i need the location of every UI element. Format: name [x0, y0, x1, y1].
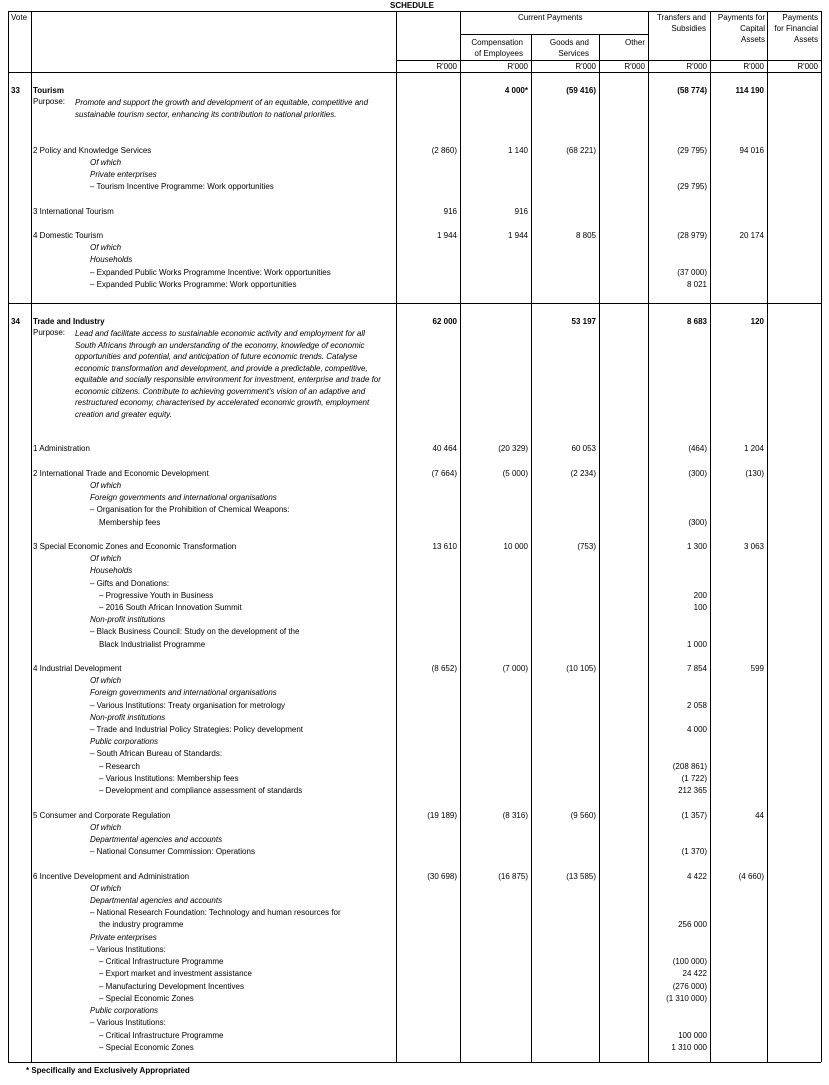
programme-label: 5 Consumer and Corporate Regulation	[33, 811, 171, 820]
purpose-text: Lead and facilitate access to sustainable economic activity and employment for all South Africans through an understanding of the economy, knowledge of economic opportunities and potential, and anticipation of future economic trends. Catalyse economic transformation and development, and provide a predictable, competitive, equitable and socially responsible environment for investment, enterprise and trade for economic citizens. Contribute to achieving government's vision of an adaptive and restructured economy, characterised by accelerated economic growth, employment creation and greater equity.	[75, 329, 381, 419]
header-vote: Vote	[11, 13, 28, 22]
header-compensation: of Employees	[474, 49, 523, 58]
cell-goods: 53 197	[571, 317, 596, 326]
cell-compensation: (5 000)	[502, 469, 528, 478]
cell-compensation: 10 000	[503, 542, 528, 551]
cell-transfers: (29 795)	[677, 182, 707, 191]
programme-label: 6 Incentive Development and Administration	[33, 872, 190, 881]
cell-total: (8 652)	[431, 664, 457, 673]
cell-transfers: (464)	[688, 444, 707, 453]
cell-capital: (4 660)	[738, 872, 764, 881]
line-item-label: Of which	[90, 481, 122, 490]
cell-transfers: 4 422	[686, 872, 707, 881]
line-item-label: – Various Institutions:	[90, 1018, 166, 1027]
line-item-label: Households	[90, 255, 133, 264]
cell-capital: 1 204	[743, 444, 764, 453]
cell-transfers: (1 370)	[681, 847, 707, 856]
cell-capital: 20 174	[739, 231, 764, 240]
line-item-label: – Expanded Public Works Programme: Work opportunities	[90, 280, 297, 289]
header-unit: R'000	[743, 62, 764, 71]
programme-label: 2 International Trade and Economic Development	[33, 469, 209, 478]
cell-compensation: 4 000*	[504, 86, 528, 95]
cell-transfers: (276 000)	[672, 982, 707, 991]
line-item-label: – National Consumer Commission: Operations	[90, 847, 255, 856]
header-transfers: Subsidies	[671, 24, 706, 33]
line-item-label: Non-profit institutions	[90, 615, 166, 624]
cell-transfers: 7 854	[686, 664, 707, 673]
header-blank	[397, 12, 460, 60]
header-capital-assets: Capital	[740, 24, 765, 33]
cell-total: (30 698)	[427, 872, 457, 881]
cell-capital: 120	[750, 317, 764, 326]
cell-goods: (2 234)	[570, 469, 596, 478]
header-unit: R'000	[436, 62, 457, 71]
table-rule-vertical	[599, 11, 600, 1062]
cell-transfers: 212 365	[678, 786, 707, 795]
cell-transfers: (300)	[688, 518, 707, 527]
header-unit: R'000	[624, 62, 645, 71]
cell-transfers: 24 422	[682, 969, 707, 978]
header-capital-assets: Payments for	[717, 13, 765, 22]
table-rule-vertical	[767, 11, 768, 1062]
line-item-label: – Progressive Youth in Business	[99, 591, 214, 600]
cell-transfers: 4 000	[686, 725, 707, 734]
cell-transfers: 1 000	[686, 640, 707, 649]
cell-capital: 114 190	[735, 86, 764, 95]
cell-goods: (10 105)	[566, 664, 596, 673]
line-item-label: – Research	[99, 762, 140, 771]
line-item-label: – Development and compliance assessment of standards	[99, 786, 303, 795]
line-item-label: – South African Bureau of Standards:	[90, 749, 223, 758]
line-item-label: Departmental agencies and accounts	[90, 835, 223, 844]
header-financial-assets: for Financial	[774, 24, 818, 33]
purpose-label: Purpose:	[33, 97, 66, 106]
vote-number: 34	[11, 317, 20, 326]
cell-compensation: 1 944	[507, 231, 528, 240]
line-item-label: Membership fees	[99, 518, 161, 527]
cell-transfers: (100 000)	[672, 957, 707, 966]
line-item-label: – Special Economic Zones	[99, 994, 194, 1003]
table-rule-vertical	[821, 11, 822, 1062]
cell-capital: 44	[755, 811, 764, 820]
table-rule-horizontal	[460, 34, 648, 35]
cell-total: (7 664)	[431, 469, 457, 478]
programme-label: 3 International Tourism	[33, 207, 114, 216]
cell-total: 1 944	[436, 231, 457, 240]
line-item-label: Non-profit institutions	[90, 713, 166, 722]
line-item-label: – Various Institutions:	[90, 945, 166, 954]
table-rule-horizontal	[396, 60, 821, 61]
table-rule-vertical	[396, 11, 397, 1062]
cell-capital: (130)	[745, 469, 764, 478]
line-item-label: – Critical Infrastructure Programme	[99, 1031, 224, 1040]
header-financial-assets: Payments	[782, 13, 818, 22]
cell-transfers: 100	[693, 603, 707, 612]
header-capital-assets: Assets	[740, 35, 765, 44]
cell-transfers: 200	[693, 591, 707, 600]
header-unit: R'000	[686, 62, 707, 71]
line-item-label: Public corporations	[90, 737, 159, 746]
purpose-label: Purpose:	[33, 328, 66, 337]
header-goods-services: Services	[558, 49, 589, 58]
cell-capital: 3 063	[743, 542, 764, 551]
line-item-label: – Various Institutions: Treaty organisation for metrology	[90, 701, 286, 710]
header-financial-assets: Assets	[793, 35, 818, 44]
line-item-label: Of which	[90, 823, 122, 832]
cell-total: (19 189)	[427, 811, 457, 820]
line-item-label: – Expanded Public Works Programme Incentive: Work opportunities	[90, 268, 331, 277]
table-rule-horizontal	[8, 1062, 821, 1063]
line-item-label: Of which	[90, 554, 122, 563]
cell-transfers: (1 722)	[681, 774, 707, 783]
header-unit: R'000	[507, 62, 528, 71]
header-unit: R'000	[575, 62, 596, 71]
header-current-payments: Current Payments	[518, 13, 583, 22]
header-unit: R'000	[797, 62, 818, 71]
header-goods-services: Goods and	[549, 38, 589, 47]
line-item-label: – Various Institutions: Membership fees	[99, 774, 239, 783]
programme-label: 4 Industrial Development	[33, 664, 122, 673]
table-rule-vertical	[460, 11, 461, 60]
line-item-label: – Trade and Industrial Policy Strategies: Policy development	[90, 725, 304, 734]
cell-transfers: (58 774)	[677, 86, 707, 95]
line-item-label: – National Research Foundation: Technology and human resources for	[90, 908, 341, 917]
schedule-title: SCHEDULE	[390, 1, 435, 10]
programme-label: 2 Policy and Knowledge Services	[33, 146, 152, 155]
header-transfers: Transfers and	[656, 13, 706, 22]
cell-goods: 8 805	[575, 231, 596, 240]
cell-total: 916	[443, 207, 457, 216]
line-item-label: – Organisation for the Prohibition of Chemical Weapons:	[90, 505, 290, 514]
cell-transfers: 8 021	[686, 280, 707, 289]
programme-label: Trade and Industry	[33, 317, 105, 326]
cell-goods: 60 053	[571, 444, 596, 453]
cell-transfers: 100 000	[678, 1031, 707, 1040]
line-item-label: Foreign governments and international organisations	[90, 493, 277, 502]
cell-total: 40 464	[432, 444, 457, 453]
line-item-label: Of which	[90, 676, 122, 685]
cell-capital: 94 016	[739, 146, 764, 155]
line-item-label: Of which	[90, 884, 122, 893]
table-rule-horizontal	[8, 72, 821, 73]
line-item-label: Private enterprises	[90, 170, 157, 179]
programme-label: 1 Administration	[33, 444, 90, 453]
line-item-label: Private enterprises	[90, 933, 157, 942]
line-item-label: – Black Business Council: Study on the development of the	[90, 627, 300, 636]
line-item-label: the industry programme	[99, 920, 184, 929]
programme-label: 4 Domestic Tourism	[33, 231, 104, 240]
line-item-label: – Export market and investment assistance	[99, 969, 252, 978]
cell-compensation: (8 316)	[502, 811, 528, 820]
table-rule-vertical	[8, 11, 9, 1062]
table-rule-vertical	[648, 11, 649, 1062]
cell-transfers: (29 795)	[677, 146, 707, 155]
cell-transfers: (208 861)	[672, 762, 707, 771]
line-item-label: Black Industrialist Programme	[99, 640, 206, 649]
header-compensation: Compensation	[471, 38, 523, 47]
footnote: * Specifically and Exclusively Appropriated	[26, 1066, 190, 1075]
table-rule-vertical	[710, 11, 711, 1062]
header-other: Other	[624, 38, 645, 47]
cell-transfers: 8 683	[686, 317, 707, 326]
cell-goods: (753)	[577, 542, 596, 551]
cell-compensation: (16 875)	[498, 872, 528, 881]
cell-goods: (9 560)	[570, 811, 596, 820]
line-item-label: – Tourism Incentive Programme: Work opportunities	[90, 182, 274, 191]
cell-compensation: (7 000)	[502, 664, 528, 673]
purpose-text: Promote and support the growth and development of an equitable, competitive and sustainable tourism sector, enhancing its contribution to national priorities.	[75, 98, 369, 119]
line-item-label: – Gifts and Donations:	[90, 579, 170, 588]
cell-transfers: (300)	[688, 469, 707, 478]
line-item-label: – 2016 South African Innovation Summit	[99, 603, 242, 612]
table-rule-vertical	[531, 11, 532, 1062]
table-rule-vertical	[460, 11, 461, 1062]
cell-capital: 599	[750, 664, 764, 673]
cell-transfers: 256 000	[678, 920, 707, 929]
cell-total: (2 860)	[431, 146, 457, 155]
table-rule-vertical	[31, 11, 32, 1062]
line-item-label: – Manufacturing Development Incentives	[99, 982, 244, 991]
line-item-label: Of which	[90, 243, 122, 252]
cell-transfers: 2 058	[686, 701, 707, 710]
cell-goods: (68 221)	[566, 146, 596, 155]
cell-total: 62 000	[432, 317, 457, 326]
cell-transfers: 1 300	[686, 542, 707, 551]
line-item-label: – Special Economic Zones	[99, 1043, 194, 1052]
cell-transfers: (1 357)	[681, 811, 707, 820]
line-item-label: – Critical Infrastructure Programme	[99, 957, 224, 966]
cell-compensation: 916	[514, 207, 528, 216]
table-rule-horizontal	[8, 303, 821, 304]
line-item-label: Of which	[90, 158, 122, 167]
cell-goods: (13 585)	[566, 872, 596, 881]
cell-total: 13 610	[432, 542, 457, 551]
programme-label: 3 Special Economic Zones and Economic Transformation	[33, 542, 237, 551]
line-item-label: Departmental agencies and accounts	[90, 896, 223, 905]
line-item-label: Public corporations	[90, 1006, 159, 1015]
cell-compensation: 1 140	[507, 146, 528, 155]
cell-transfers: (28 979)	[677, 231, 707, 240]
cell-transfers: (37 000)	[677, 268, 707, 277]
cell-compensation: (20 329)	[498, 444, 528, 453]
cell-goods: (59 416)	[566, 86, 596, 95]
line-item-label: Households	[90, 566, 133, 575]
cell-transfers: 1 310 000	[671, 1043, 707, 1052]
programme-label: Tourism	[33, 86, 64, 95]
line-item-label: Foreign governments and international organisations	[90, 688, 277, 697]
vote-number: 33	[11, 86, 20, 95]
cell-transfers: (1 310 000)	[666, 994, 707, 1003]
